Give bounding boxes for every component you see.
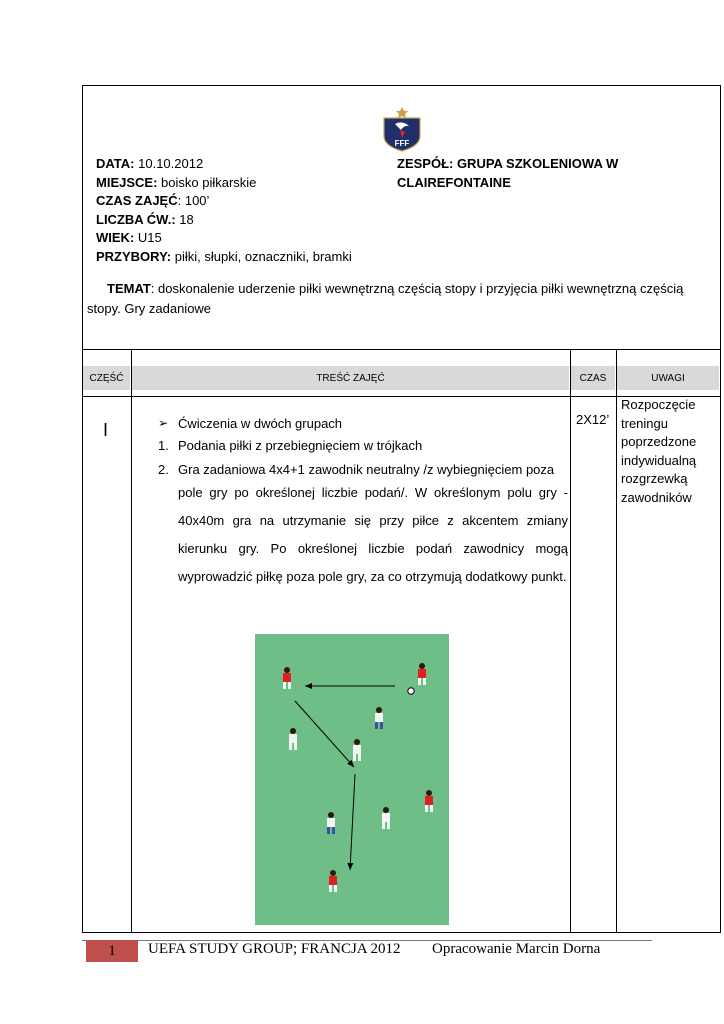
player-white: [375, 707, 383, 729]
header-part: CZĘŚĆ: [83, 366, 130, 390]
pass-arrow: [350, 774, 355, 870]
player-white: [353, 739, 361, 761]
count-value: 18: [175, 211, 194, 227]
duration-row: [96, 192, 352, 211]
age-label: WIEK:: [96, 230, 135, 246]
crest-text: FFF: [394, 139, 410, 148]
player-red: [329, 870, 337, 892]
equipment-value: piłki, słupki, oznaczniki, bramki: [171, 248, 352, 264]
equipment-label: PRZYBORY:: [96, 248, 172, 264]
place-value: boisko piłkarskie: [157, 174, 257, 190]
exercise-content: [158, 413, 568, 591]
player-blue: [327, 812, 335, 834]
duration-value: : 100’: [177, 193, 210, 209]
list-item: [158, 457, 568, 481]
part-number: I: [103, 420, 109, 440]
player-red: [283, 667, 291, 689]
bullet-text: Ćwiczenia w dwóch grupach: [178, 415, 343, 431]
header-time: CZAS: [571, 366, 615, 390]
fff-crest-logo: [381, 106, 423, 152]
player-white: [382, 807, 390, 829]
place-label: MIEJSCE:: [96, 174, 158, 190]
player-red: [425, 790, 433, 812]
list-number: 1.: [158, 437, 169, 453]
age-value: U15: [134, 230, 162, 246]
exercise-time: 2X12’: [576, 412, 610, 427]
player-white: [289, 728, 297, 750]
header-content: TREŚĆ ZAJĘĆ: [132, 366, 569, 390]
table-header: [82, 349, 721, 397]
team-title: ZESPÓŁ: GRUPA SZKOLENIOWA W CLAIREFONTAINE: [397, 156, 619, 190]
column-divider: [616, 349, 617, 933]
page-number: 1: [86, 940, 138, 962]
list-number: 2.: [158, 461, 169, 477]
exercise-notes: Rozpoczęcie treningu poprzedzone indywidualną rozgrzewką zawodników: [621, 397, 697, 505]
topic-line2: stopy. Gry zadaniowe: [87, 301, 212, 316]
list-item-continuation: pole gry po określonej liczbie podań/. W określonym polu gry - 40x40m gra na utrzymanie się przy piłce z akcentem zmiany kierunku gry. Po określonej liczbie podań zawodnicy mogą wyprowadzić piłkę poza pole gry, za co otrzymują dodatkowy punkt.: [178, 485, 568, 584]
topic: [87, 279, 707, 319]
date-row: [96, 155, 352, 174]
topic-label: TEMAT: [107, 281, 151, 296]
equipment-row: [96, 248, 352, 267]
list-text: Podania piłki z przebiegnięciem w trójkach: [178, 437, 423, 453]
footer-title: UEFA STUDY GROUP; FRANCJA 2012: [148, 941, 401, 957]
count-row: [96, 211, 352, 230]
count-label: LICZBA ĆW.:: [96, 211, 176, 227]
ball-icon: [408, 688, 414, 694]
session-info: [96, 155, 352, 267]
column-divider: [570, 349, 571, 933]
arrow-bullet-icon: ➢: [158, 416, 169, 430]
column-divider: [131, 349, 132, 933]
place-row: [96, 174, 352, 193]
player-red: [418, 663, 426, 685]
list-text: Gra zadaniowa 4x4+1 zawodnik neutralny /z wybiegnięciem poza: [178, 461, 555, 477]
topic-line1: : doskonalenie uderzenie piłki wewnętrzną częścią stopy i przyjęcia piłki wewnętrzną częścią: [150, 281, 684, 296]
drill-diagram: [255, 634, 449, 925]
duration-label: CZAS ZAJĘĆ: [96, 193, 178, 209]
list-item: [158, 433, 568, 457]
date-value: 10.10.2012: [134, 156, 204, 171]
run-arrow: [295, 701, 354, 767]
date-label: DATA:: [96, 156, 135, 171]
header-notes: UWAGI: [617, 366, 719, 390]
bullet-item: [158, 413, 568, 433]
age-row: [96, 229, 352, 248]
footer-author: Opracowanie Marcin Dorna: [432, 941, 601, 957]
